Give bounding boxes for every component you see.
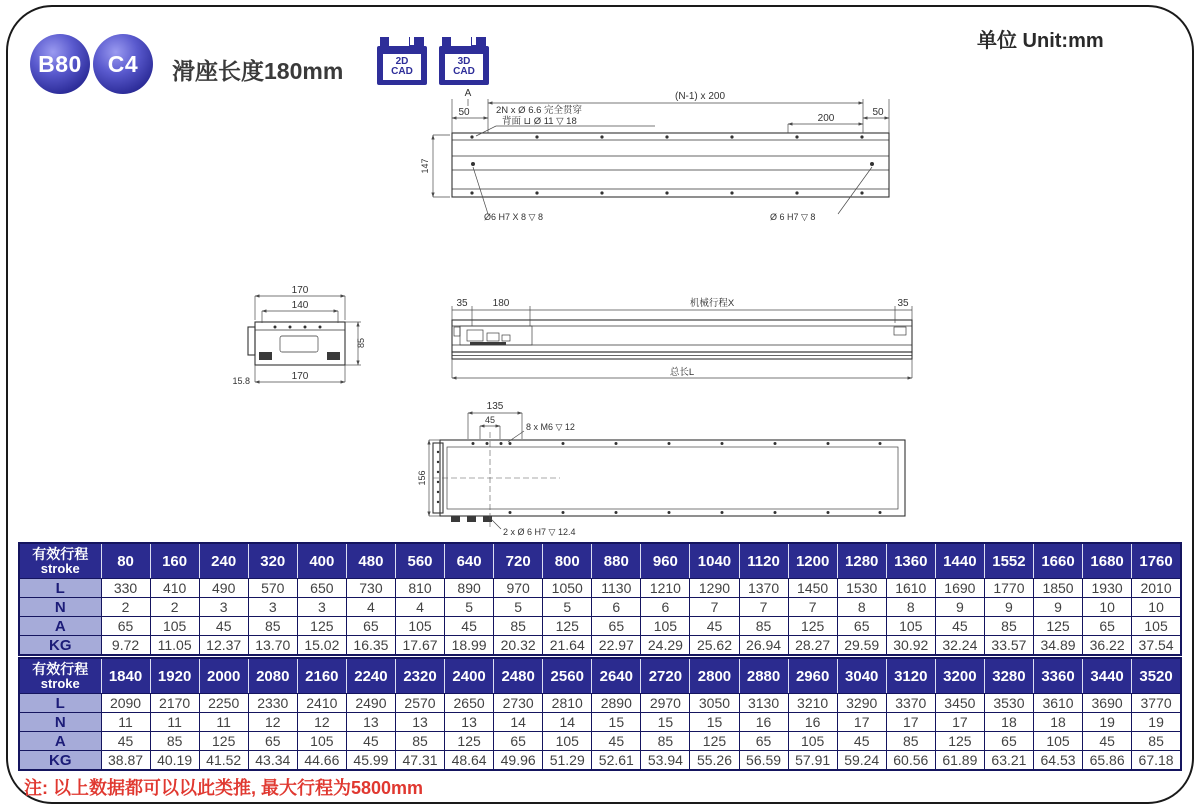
spec-cell: 9 [1033, 598, 1082, 617]
spec-cell: 2490 [346, 694, 395, 713]
spec-cell: 105 [886, 617, 935, 636]
dim-50-left: 50 [458, 107, 470, 118]
spec-cell: 65 [984, 732, 1033, 751]
spec-cell: 2090 [101, 694, 150, 713]
spec-cell: 85 [641, 732, 690, 751]
spec-cell: 7 [690, 598, 739, 617]
spec-cell: 3290 [837, 694, 886, 713]
spec-cell: 17 [837, 713, 886, 732]
spec-cell: 51.29 [543, 751, 592, 771]
dim-156: 156 [417, 470, 427, 486]
stroke-value-header: 1920 [150, 658, 199, 694]
spec-cell: 3130 [739, 694, 788, 713]
floppy-disk-icon [442, 37, 451, 50]
spec-cell: 570 [248, 579, 297, 598]
footnote: 注: 以上数据都可以以此类推, 最大行程为5800mm [24, 778, 424, 798]
spec-cell: 13 [346, 713, 395, 732]
spec-cell: 60.56 [886, 751, 935, 771]
m6-callout: 8 x M6 ▽ 12 [526, 422, 575, 432]
spec-cell: 3610 [1033, 694, 1082, 713]
spec-cell: 29.59 [837, 636, 886, 656]
spec-cell: 125 [690, 732, 739, 751]
spec-cell: 3210 [788, 694, 837, 713]
stroke-header: 有效行程 stroke [19, 658, 101, 694]
spec-cell: 85 [1132, 732, 1181, 751]
spec-cell: 18.99 [445, 636, 494, 656]
spec-cell: 15.02 [297, 636, 346, 656]
spec-cell: 1610 [886, 579, 935, 598]
series-badge: C4 [93, 34, 153, 94]
spec-cell: 3770 [1132, 694, 1181, 713]
spec-cell: 59.24 [837, 751, 886, 771]
stroke-value-header: 2240 [346, 658, 395, 694]
section-view-drawing [230, 283, 380, 395]
spec-cell: 105 [788, 732, 837, 751]
stroke-value-header: 3520 [1132, 658, 1181, 694]
spec-cell: 2 [150, 598, 199, 617]
spec-cell: 40.19 [150, 751, 199, 771]
spec-cell: 12.37 [199, 636, 248, 656]
spec-cell: 57.91 [788, 751, 837, 771]
spec-cell: 65 [248, 732, 297, 751]
spec-cell: 125 [935, 732, 984, 751]
dim-35-left: 35 [456, 298, 468, 309]
mechanical-stroke-label: 机械行程X [689, 298, 735, 309]
spec-cell: 3 [248, 598, 297, 617]
stroke-value-header: 1360 [886, 543, 935, 579]
cad-2d-button[interactable] [377, 37, 427, 85]
spec-cell: 2730 [494, 694, 543, 713]
spec-cell: 65 [101, 617, 150, 636]
row-label: L [19, 579, 101, 598]
spec-cell: 8 [886, 598, 935, 617]
spec-cell: 61.89 [935, 751, 984, 771]
spec-cell: 1050 [543, 579, 592, 598]
total-length-label: 总长L [669, 367, 695, 378]
dim-135: 135 [486, 401, 504, 412]
spec-cell: 11 [150, 713, 199, 732]
spec-cell: 52.61 [592, 751, 641, 771]
spec-cell: 30.92 [886, 636, 935, 656]
bottom-view-drawing [417, 396, 915, 538]
spec-cell: 18 [1033, 713, 1082, 732]
spec-cell: 47.31 [395, 751, 444, 771]
spec-cell: 105 [543, 732, 592, 751]
cad-2d-line1: 2D [395, 55, 409, 67]
row-label: A [19, 617, 101, 636]
spec-cell: 4 [346, 598, 395, 617]
spec-cell: 49.96 [494, 751, 543, 771]
spec-cell: 85 [150, 732, 199, 751]
spec-cell: 125 [199, 732, 248, 751]
spec-cell: 45 [935, 617, 984, 636]
spec-cell: 24.29 [641, 636, 690, 656]
spec-cell: 1450 [788, 579, 837, 598]
stroke-value-header: 2080 [248, 658, 297, 694]
spec-cell: 26.94 [739, 636, 788, 656]
row-label: KG [19, 751, 101, 771]
stroke-spec-table-2 [18, 657, 1182, 771]
spec-cell: 45 [592, 732, 641, 751]
cad-3d-label [444, 53, 484, 81]
spec-cell: 45 [101, 732, 150, 751]
row-label: L [19, 694, 101, 713]
spec-cell: 105 [297, 732, 346, 751]
spec-cell: 11 [101, 713, 150, 732]
spec-cell: 1690 [935, 579, 984, 598]
spec-cell: 10 [1132, 598, 1181, 617]
dim-147: 147 [420, 158, 430, 174]
h7-callout: 2 x Ø 6 H7 ▽ 12.4 [503, 527, 576, 537]
spec-cell: 65 [346, 617, 395, 636]
stroke-value-header: 3360 [1033, 658, 1082, 694]
spec-cell: 2 [101, 598, 150, 617]
spec-cell: 10 [1083, 598, 1132, 617]
stroke-value-header: 2160 [297, 658, 346, 694]
spec-cell: 125 [543, 617, 592, 636]
spec-cell: 85 [886, 732, 935, 751]
spec-cell: 5 [445, 598, 494, 617]
spec-cell: 2170 [150, 694, 199, 713]
spec-cell: 45 [346, 732, 395, 751]
spec-cell: 2250 [199, 694, 248, 713]
spec-cell: 45 [1083, 732, 1132, 751]
stroke-value-header: 2480 [494, 658, 543, 694]
spec-cell: 1370 [739, 579, 788, 598]
spec-cell: 890 [445, 579, 494, 598]
spec-cell: 970 [494, 579, 543, 598]
spec-cell: 41.52 [199, 751, 248, 771]
spec-cell: 13.70 [248, 636, 297, 656]
cad-3d-line1: 3D [457, 55, 471, 67]
spec-cell: 63.21 [984, 751, 1033, 771]
stroke-value-header: 400 [297, 543, 346, 579]
spec-cell: 45 [199, 617, 248, 636]
spec-cell: 1130 [592, 579, 641, 598]
spec-cell: 65 [837, 617, 886, 636]
spec-cell: 125 [1033, 617, 1082, 636]
spec-cell: 12 [297, 713, 346, 732]
stroke-value-header: 1760 [1132, 543, 1181, 579]
spec-cell: 125 [445, 732, 494, 751]
stroke-value-header: 1120 [739, 543, 788, 579]
slider-length-label: 滑座长度180mm [172, 58, 344, 84]
spec-cell: 16 [739, 713, 788, 732]
spec-cell: 67.18 [1132, 751, 1181, 771]
stroke-value-header: 880 [592, 543, 641, 579]
spec-cell: 2010 [1132, 579, 1181, 598]
spec-cell: 105 [150, 617, 199, 636]
unit-label: 单位 Unit:mm [977, 30, 1104, 52]
spec-cell: 15 [641, 713, 690, 732]
spec-cell: 17.67 [395, 636, 444, 656]
stroke-value-header: 1440 [935, 543, 984, 579]
stroke-value-header: 1660 [1033, 543, 1082, 579]
spec-cell: 56.59 [739, 751, 788, 771]
stroke-spec-table-1 [18, 542, 1182, 656]
stroke-value-header: 1200 [788, 543, 837, 579]
spec-cell: 105 [395, 617, 444, 636]
spec-cell: 125 [788, 617, 837, 636]
spec-cell: 22.97 [592, 636, 641, 656]
spec-cell: 32.24 [935, 636, 984, 656]
spec-cell: 85 [739, 617, 788, 636]
spec-cell: 7 [788, 598, 837, 617]
model-badge: B80 [30, 34, 90, 94]
spec-cell: 14 [494, 713, 543, 732]
spec-cell: 410 [150, 579, 199, 598]
spec-cell: 65 [494, 732, 543, 751]
spec-cell: 20.32 [494, 636, 543, 656]
spec-cell: 65 [739, 732, 788, 751]
dim-170-bottom: 170 [291, 371, 309, 382]
spec-cell: 8 [837, 598, 886, 617]
spec-cell: 16 [788, 713, 837, 732]
stroke-value-header: 560 [395, 543, 444, 579]
dim-170-top: 170 [291, 285, 309, 296]
dim-85: 85 [356, 337, 366, 349]
spec-cell: 330 [101, 579, 150, 598]
spec-cell: 105 [1132, 617, 1181, 636]
floppy-disk-icon [472, 37, 476, 45]
spec-cell: 1210 [641, 579, 690, 598]
spec-cell: 65 [592, 617, 641, 636]
spec-cell: 9 [935, 598, 984, 617]
spec-cell: 14 [543, 713, 592, 732]
spec-cell: 13 [395, 713, 444, 732]
spec-cell: 64.53 [1033, 751, 1082, 771]
stroke-value-header: 3040 [837, 658, 886, 694]
spec-cell: 1850 [1033, 579, 1082, 598]
stroke-value-header: 1280 [837, 543, 886, 579]
spec-cell: 36.22 [1083, 636, 1132, 656]
spec-cell: 45 [445, 617, 494, 636]
stroke-value-header: 160 [150, 543, 199, 579]
spec-cell: 15 [592, 713, 641, 732]
cad-2d-line2: CAD [391, 66, 413, 77]
spec-cell: 11.05 [150, 636, 199, 656]
stroke-value-header: 800 [543, 543, 592, 579]
spec-cell: 6 [641, 598, 690, 617]
spec-cell: 25.62 [690, 636, 739, 656]
spec-cell: 4 [395, 598, 444, 617]
spec-cell: 5 [494, 598, 543, 617]
spec-cell: 19 [1132, 713, 1181, 732]
spec-cell: 34.89 [1033, 636, 1082, 656]
stroke-value-header: 720 [494, 543, 543, 579]
spec-cell: 44.66 [297, 751, 346, 771]
spec-cell: 2570 [395, 694, 444, 713]
spec-cell: 17 [886, 713, 935, 732]
stroke-value-header: 320 [248, 543, 297, 579]
stroke-value-header: 240 [199, 543, 248, 579]
dim-45: 45 [484, 415, 496, 425]
dim-35-right: 35 [897, 298, 909, 309]
row-label: N [19, 713, 101, 732]
spec-cell: 65 [1083, 617, 1132, 636]
spec-cell: 85 [984, 617, 1033, 636]
stroke-value-header: 1680 [1083, 543, 1132, 579]
stroke-value-header: 1040 [690, 543, 739, 579]
stroke-value-header: 2640 [592, 658, 641, 694]
spec-cell: 17 [935, 713, 984, 732]
spec-cell: 2650 [445, 694, 494, 713]
spec-cell: 21.64 [543, 636, 592, 656]
spec-cell: 18 [984, 713, 1033, 732]
spec-cell: 105 [641, 617, 690, 636]
dim-140: 140 [291, 300, 309, 311]
spec-cell: 19 [1083, 713, 1132, 732]
row-label: A [19, 732, 101, 751]
spec-cell: 28.27 [788, 636, 837, 656]
spec-cell: 1530 [837, 579, 886, 598]
stroke-value-header: 2720 [641, 658, 690, 694]
cad-3d-button[interactable] [439, 37, 489, 85]
spec-cell: 11 [199, 713, 248, 732]
stroke-value-header: 3120 [886, 658, 935, 694]
spec-cell: 37.54 [1132, 636, 1181, 656]
dim-15-8: 15.8 [232, 376, 250, 386]
stroke-value-header: 2000 [199, 658, 248, 694]
spec-cell: 1930 [1083, 579, 1132, 598]
spec-cell: 15 [690, 713, 739, 732]
spec-cell: 55.26 [690, 751, 739, 771]
spec-cell: 65.86 [1083, 751, 1132, 771]
stroke-value-header: 2960 [788, 658, 837, 694]
stroke-value-header: 1552 [984, 543, 1033, 579]
stroke-value-header: 640 [445, 543, 494, 579]
dim-180: 180 [492, 298, 510, 309]
floppy-disk-icon [410, 37, 414, 45]
spec-cell: 6 [592, 598, 641, 617]
spec-cell: 53.94 [641, 751, 690, 771]
spec-cell: 45 [690, 617, 739, 636]
spec-cell: 13 [445, 713, 494, 732]
spec-cell: 490 [199, 579, 248, 598]
stroke-value-header: 480 [346, 543, 395, 579]
spec-cell: 125 [297, 617, 346, 636]
stroke-header: 有效行程 stroke [19, 543, 101, 579]
spec-cell: 650 [297, 579, 346, 598]
dim-50-right: 50 [872, 107, 884, 118]
spec-cell: 730 [346, 579, 395, 598]
spec-cell: 3050 [690, 694, 739, 713]
spec-cell: 810 [395, 579, 444, 598]
spec-cell: 9 [984, 598, 1033, 617]
dim-pitch: (N-1) x 200 [674, 91, 726, 102]
spec-cell: 85 [395, 732, 444, 751]
spec-cell: 33.57 [984, 636, 1033, 656]
spec-cell: 12 [248, 713, 297, 732]
hole-note-line1: 2N x Ø 6.6 完全贯穿 [496, 105, 583, 116]
stroke-value-header: 2560 [543, 658, 592, 694]
spec-cell: 105 [1033, 732, 1082, 751]
spec-cell: 3530 [984, 694, 1033, 713]
spec-cell: 5 [543, 598, 592, 617]
cad-3d-line2: CAD [453, 66, 475, 77]
row-label: KG [19, 636, 101, 656]
spec-cell: 3450 [935, 694, 984, 713]
spec-cell: 2810 [543, 694, 592, 713]
spec-cell: 2330 [248, 694, 297, 713]
spec-cell: 7 [739, 598, 788, 617]
spec-cell: 1290 [690, 579, 739, 598]
stroke-value-header: 2880 [739, 658, 788, 694]
spec-cell: 85 [494, 617, 543, 636]
floppy-disk-icon [380, 37, 389, 50]
stroke-value-header: 960 [641, 543, 690, 579]
cad-2d-label [382, 53, 422, 81]
stroke-value-header: 80 [101, 543, 150, 579]
stroke-value-header: 3200 [935, 658, 984, 694]
spec-cell: 3 [199, 598, 248, 617]
hole-callout-right: Ø 6 H7 ▽ 8 [770, 212, 816, 222]
stroke-value-header: 2400 [445, 658, 494, 694]
spec-cell: 85 [248, 617, 297, 636]
dim-200: 200 [817, 113, 835, 124]
spec-cell: 48.64 [445, 751, 494, 771]
stroke-value-header: 2320 [395, 658, 444, 694]
stroke-value-header: 2800 [690, 658, 739, 694]
spec-cell: 38.87 [101, 751, 150, 771]
stroke-value-header: 3440 [1083, 658, 1132, 694]
spec-cell: 45 [837, 732, 886, 751]
spec-cell: 3370 [886, 694, 935, 713]
spec-cell: 16.35 [346, 636, 395, 656]
dim-label-a: A [464, 88, 472, 99]
stroke-value-header: 1840 [101, 658, 150, 694]
spec-cell: 9.72 [101, 636, 150, 656]
spec-cell: 3 [297, 598, 346, 617]
spec-cell: 2970 [641, 694, 690, 713]
row-label: N [19, 598, 101, 617]
hole-note-line2: 背面 ⊔ Ø 11 ▽ 18 [502, 116, 577, 127]
spec-cell: 3690 [1083, 694, 1132, 713]
spec-cell: 45.99 [346, 751, 395, 771]
spec-cell: 1770 [984, 579, 1033, 598]
side-view-drawing [440, 290, 920, 390]
spec-cell: 2890 [592, 694, 641, 713]
spec-cell: 2410 [297, 694, 346, 713]
hole-callout-left: Ø6 H7 X 8 ▽ 8 [484, 212, 543, 222]
stroke-value-header: 3280 [984, 658, 1033, 694]
top-view-drawing [420, 86, 910, 238]
spec-cell: 43.34 [248, 751, 297, 771]
